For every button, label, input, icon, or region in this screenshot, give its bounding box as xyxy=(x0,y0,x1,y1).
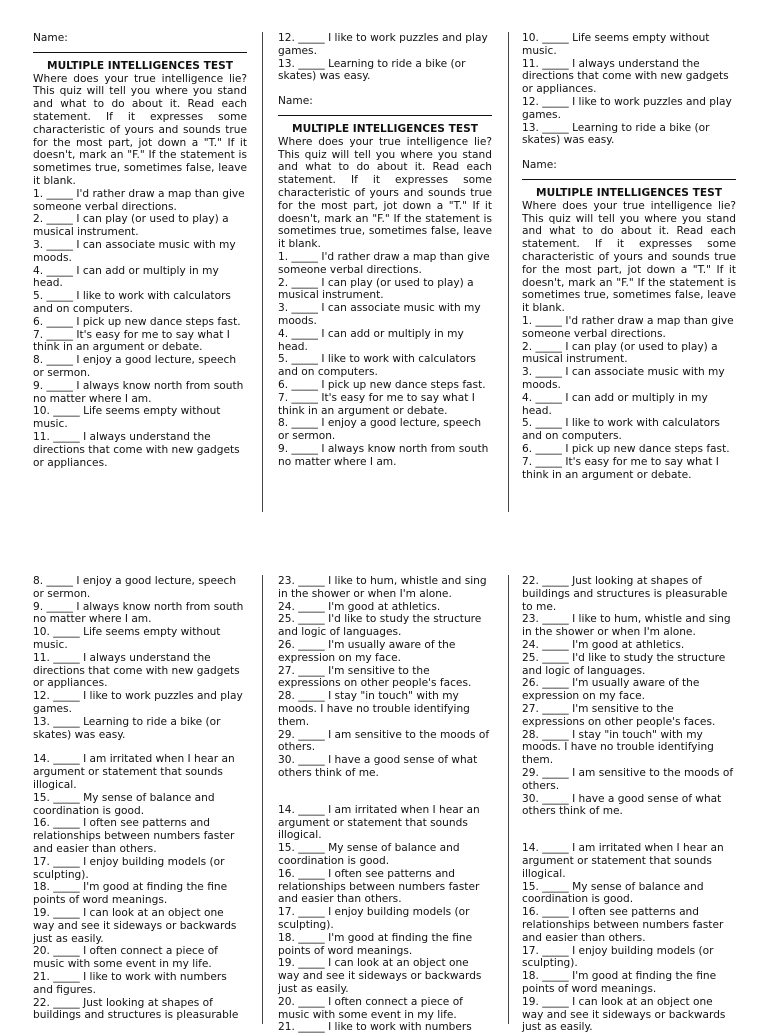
question-item: 8. _____ I enjoy a good lecture, speech or sermon. xyxy=(278,417,482,443)
question-item: 13. _____ Learning to ride a bike (or skates) was easy. xyxy=(33,715,221,741)
name-underline xyxy=(522,172,736,180)
question-item: 8. _____ I enjoy a good lecture, speech or sermon. xyxy=(33,575,237,600)
question-item: 22. _____ Just looking at shapes of buildings and structures is pleasurable xyxy=(33,996,239,1022)
question-item: 15. _____ My sense of balance and coordination is good. xyxy=(522,880,704,906)
test-title: MULTIPLE INTELLIGENCES TEST xyxy=(47,59,233,72)
question-item: 3. _____ I can associate music with my moods. xyxy=(278,302,481,327)
question-item: 27. _____ I'm sensitive to the expressions on other people's faces. xyxy=(278,664,472,690)
question-item: 12. _____ I like to work puzzles and play games. xyxy=(33,690,243,715)
question-item: 2. _____ I can play (or used to play) a musical instrument. xyxy=(33,213,229,239)
question-item: 20. _____ I often connect a piece of music with some event in my life. xyxy=(278,995,463,1021)
question-item: 5. _____ I like to work with calculators and on computers. xyxy=(522,417,720,443)
question-item: 26. _____ I'm usually aware of the expression on my face. xyxy=(278,638,456,664)
question-item: 11. _____ I always understand the directions that come with new gadgets or appliances. xyxy=(522,57,729,96)
question-item: 30. _____ I have a good sense of what others think of me. xyxy=(278,754,478,779)
question-item: 5. _____ I like to work with calculators and on computers. xyxy=(33,290,231,315)
name-underline xyxy=(33,45,247,53)
question-item: 14. _____ I am irritated when I hear an argument or statement that sounds illogical. xyxy=(278,803,480,842)
question-item: 1. _____ I'd rather draw a map than give someone verbal directions. xyxy=(33,187,245,213)
question-item: 3. _____ I can associate music with my moods. xyxy=(33,238,236,264)
column-divider xyxy=(262,32,263,512)
question-item: 12. _____ I like to work puzzles and play games. xyxy=(278,32,488,57)
question-item: 2. _____ I can play (or used to play) a musical instrument. xyxy=(278,276,474,302)
question-item: 29. _____ I am sensitive to the moods of others. xyxy=(522,766,734,792)
question-item: 12. _____ I like to work puzzles and play games. xyxy=(522,95,732,121)
column-top-right xyxy=(522,32,736,481)
question-item: 21. _____ I like to work with numbers xyxy=(278,1021,472,1034)
question-item: 5. _____ I like to work with calculators and on computers. xyxy=(278,353,476,379)
question-item: 20. _____ I often connect a piece of music with some event in my life. xyxy=(33,945,218,971)
question-item: 18. _____ I'm good at finding the fine points of word meanings. xyxy=(33,881,228,907)
question-item: 16. _____ I often see patterns and relationships between numbers faster and easier than others. xyxy=(278,867,480,906)
test-title: MULTIPLE INTELLIGENCES TEST xyxy=(536,186,722,199)
question-item: 9. _____ I always know north from south no matter where I am. xyxy=(33,600,244,626)
question-item: 26. _____ I'm usually aware of the expression on my face. xyxy=(522,677,700,703)
question-item: 23. _____ I like to hum, whistle and sing in the shower or when I'm alone. xyxy=(278,575,487,600)
question-item: 10. _____ Life seems empty without music. xyxy=(33,405,221,431)
question-item: 16. _____ I often see patterns and relationships between numbers faster and easier than others. xyxy=(522,906,724,944)
question-item: 9. _____ I always know north from south no matter where I am. xyxy=(278,442,489,468)
question-item: 21. _____ I like to work with numbers and figures. xyxy=(33,970,227,996)
question-item: 17. _____ I enjoy building models (or sculpting). xyxy=(522,944,714,970)
question-item: 15. _____ My sense of balance and coordination is good. xyxy=(278,842,460,867)
question-item: 2. _____ I can play (or used to play) a musical instrument. xyxy=(522,340,718,366)
question-item: 7. _____ It's easy for me to say what I think in an argument or debate. xyxy=(33,328,230,354)
spacer xyxy=(278,792,492,804)
name-underline xyxy=(278,108,492,116)
question-item: 11. _____ I always understand the directions that come with new gadgets or appliances. xyxy=(33,430,240,469)
column-divider xyxy=(508,575,509,1024)
question-item: 1. _____ I'd rather draw a map than give someone verbal directions. xyxy=(522,314,734,340)
instructions: Where does your true intelligence lie? This quiz will tell you where you stand and what to do about it. Read each statement. If it expresses some characteristic of yours and sounds true for the most part, jot down a "T." If it doesn't, mark an "F." If the statement is sometimes true, sometimes false, leave it blank. xyxy=(33,72,247,187)
question-item: 27. _____ I'm sensitive to the expressions on other people's faces. xyxy=(522,702,716,728)
question-item: 16. _____ I often see patterns and relationships between numbers faster and easier than others. xyxy=(33,817,235,855)
question-item: 9. _____ I always know north from south no matter where I am. xyxy=(33,379,244,405)
question-item: 24. _____ I'm good at athletics. xyxy=(522,638,685,651)
question-item: 6. _____ I pick up new dance steps fast. xyxy=(278,378,486,391)
question-item: 6. _____ I pick up new dance steps fast. xyxy=(522,442,730,455)
column-divider xyxy=(508,32,509,512)
spacer xyxy=(278,780,492,792)
name-label: Name: xyxy=(33,32,68,44)
question-item: 4. _____ I can add or multiply in my head. xyxy=(278,327,464,353)
question-item: 28. _____ I stay "in touch" with my moods. I have no trouble identifying them. xyxy=(278,690,470,728)
name-label: Name: xyxy=(522,159,557,172)
question-item: 8. _____ I enjoy a good lecture, speech or sermon. xyxy=(33,354,237,379)
question-item: 7. _____ It's easy for me to say what I think in an argument or debate. xyxy=(278,391,475,417)
question-item: 4. _____ I can add or multiply in my head. xyxy=(522,391,708,417)
instructions: Where does your true intelligence lie? This quiz will tell you where you stand and what to do about it. Read each statement. If it expresses some characteristic of yours and sounds true for the most part, jot down a "T." If it doesn't, mark an "F." If the statement is sometimes true, sometimes false, leave it blank. xyxy=(522,199,736,315)
instructions: Where does your true intelligence lie? This quiz will tell you where you stand and what to do about it. Read each statement. If it expresses some characteristic of yours and sounds true for the most part, jot down a "T." If it doesn't, mark an "F." If the statement is sometimes true, sometimes false, leave it blank. xyxy=(278,135,492,251)
question-item: 29. _____ I am sensitive to the moods of others. xyxy=(278,728,490,754)
question-item: 10. _____ Life seems empty without music. xyxy=(522,32,710,57)
question-item: 14. _____ I am irritated when I hear an argument or statement that sounds illogical. xyxy=(33,753,235,791)
question-item: 14. _____ I am irritated when I hear an argument or statement that sounds illogical. xyxy=(522,842,724,880)
column-top-middle xyxy=(278,32,492,469)
question-item: 4. _____ I can add or multiply in my head. xyxy=(33,264,219,290)
spacer xyxy=(522,147,736,159)
spacer xyxy=(522,830,736,842)
column-top-left xyxy=(33,32,247,469)
question-item: 13. _____ Learning to ride a bike (or skates) was easy. xyxy=(278,57,466,83)
question-item: 18. _____ I'm good at finding the fine points of word meanings. xyxy=(278,931,473,957)
name-label: Name: xyxy=(278,95,313,108)
question-item: 25. _____ I'd like to study the structure and logic of languages. xyxy=(278,613,482,639)
question-item: 6. _____ I pick up new dance steps fast. xyxy=(33,315,241,328)
column-bottom-left xyxy=(33,575,247,1022)
question-item: 28. _____ I stay "in touch" with my moods. I have no trouble identifying them. xyxy=(522,728,714,767)
question-item: 30. _____ I have a good sense of what others think of me. xyxy=(522,792,722,818)
question-item: 18. _____ I'm good at finding the fine points of word meanings. xyxy=(522,970,717,995)
question-item: 7. _____ It's easy for me to say what I think in an argument or debate. xyxy=(522,455,719,481)
question-item: 11. _____ I always understand the directions that come with new gadgets or appliances. xyxy=(33,651,240,690)
question-item: 22. _____ Just looking at shapes of buildings and structures is pleasurable to me. xyxy=(522,575,728,613)
spacer xyxy=(33,741,247,753)
question-item: 19. _____ I can look at an object one way and see it sideways or backwards just as easily. xyxy=(33,906,237,945)
question-item: 1. _____ I'd rather draw a map than give someone verbal directions. xyxy=(278,250,490,276)
question-item: 17. _____ I enjoy building models (or sculpting). xyxy=(33,855,225,881)
question-item: 13. _____ Learning to ride a bike (or skates) was easy. xyxy=(522,121,710,147)
question-item: 3. _____ I can associate music with my moods. xyxy=(522,366,725,391)
question-item: 19. _____ I can look at an object one way and see it sideways or backwards just as easily. xyxy=(522,995,726,1034)
spacer xyxy=(522,818,736,830)
question-item: 19. _____ I can look at an object one way and see it sideways or backwards just as easily. xyxy=(278,957,482,995)
question-item: 25. _____ I'd like to study the structure and logic of languages. xyxy=(522,651,726,677)
question-item: 23. _____ I like to hum, whistle and sing in the shower or when I'm alone. xyxy=(522,613,731,639)
spacer xyxy=(278,83,492,95)
test-title: MULTIPLE INTELLIGENCES TEST xyxy=(292,122,478,135)
question-item: 10. _____ Life seems empty without music. xyxy=(33,626,221,651)
question-item: 24. _____ I'm good at athletics. xyxy=(278,600,441,613)
question-item: 17. _____ I enjoy building models (or sculpting). xyxy=(278,906,470,931)
column-bottom-middle xyxy=(278,575,492,1034)
column-bottom-right xyxy=(522,575,736,1034)
question-item: 15. _____ My sense of balance and coordination is good. xyxy=(33,791,215,817)
column-divider xyxy=(262,575,263,1024)
